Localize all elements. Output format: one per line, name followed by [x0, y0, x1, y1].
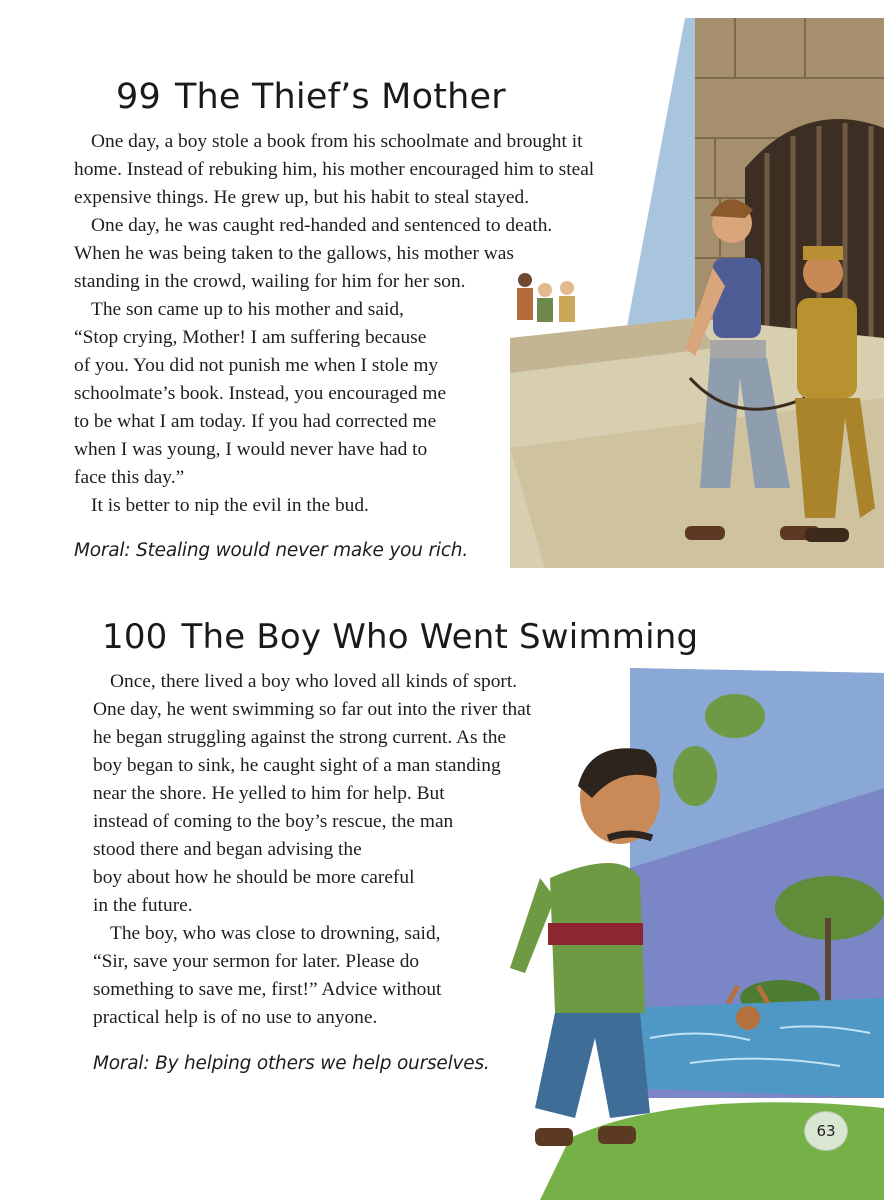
story-line: something to save me, first!” Advice without [93, 979, 442, 1000]
story-line: when I was young, I would never have had to [74, 439, 428, 460]
story-line: The boy, who was close to drowning, said, [110, 923, 441, 944]
story-line: in the future. [93, 895, 193, 916]
story-line: schoolmate’s book. Instead, you encouraged me [74, 383, 447, 404]
story-number: 99 [116, 77, 161, 117]
story-line: Once, there lived a boy who loved all kinds of sport. [110, 671, 518, 692]
story-line: stood there and began advising the [93, 839, 362, 860]
story-moral: Moral: By helping others we help ourselves. [93, 1053, 490, 1074]
story-line: practical help is of no use to anyone. [93, 1007, 378, 1028]
story-line: boy about how he should be more careful [93, 867, 415, 888]
story-line: standing in the crowd, wailing for him for her son. [74, 271, 466, 292]
story-line: he began struggling against the strong current. As the [93, 727, 507, 748]
story-line: One day, a boy stole a book from his schoolmate and brought it [91, 131, 583, 152]
story-line: “Stop crying, Mother! I am suffering because [74, 327, 427, 348]
story-line: to be what I am today. If you had corrected me [74, 411, 437, 432]
story-line: It is better to nip the evil in the bud. [91, 495, 369, 516]
story-title-text: The Boy Who Went Swimming [181, 617, 699, 657]
story-line: instead of coming to the boy’s rescue, the man [93, 811, 454, 832]
story-title-text: The Thief’s Mother [174, 77, 506, 117]
story-line: expensive things. He grew up, but his habit to steal stayed. [74, 187, 530, 208]
story-line: One day, he went swimming so far out into the river that [93, 699, 532, 720]
story-line: “Sir, save your sermon for later. Please do [93, 951, 420, 972]
story-line: One day, he was caught red-handed and sentenced to death. [91, 215, 553, 236]
story-title [102, 614, 698, 660]
story-moral: Moral: Stealing would never make you rich. [74, 540, 469, 561]
thief-illustration [505, 18, 884, 568]
story-line: of you. You did not punish me when I stole my [74, 355, 439, 376]
story-number: 100 [102, 617, 168, 657]
story-line: home. Instead of rebuking him, his mother encouraged him to steal [74, 159, 595, 180]
story-line: near the shore. He yelled to him for help. But [93, 783, 445, 804]
page-number: 63 [804, 1111, 848, 1151]
story-title [116, 74, 506, 120]
story-line: When he was being taken to the gallows, his mother was [74, 243, 514, 264]
story-line: The son came up to his mother and said, [91, 299, 404, 320]
story-line: face this day.” [74, 467, 185, 488]
story-line: boy began to sink, he caught sight of a man standing [93, 755, 501, 776]
